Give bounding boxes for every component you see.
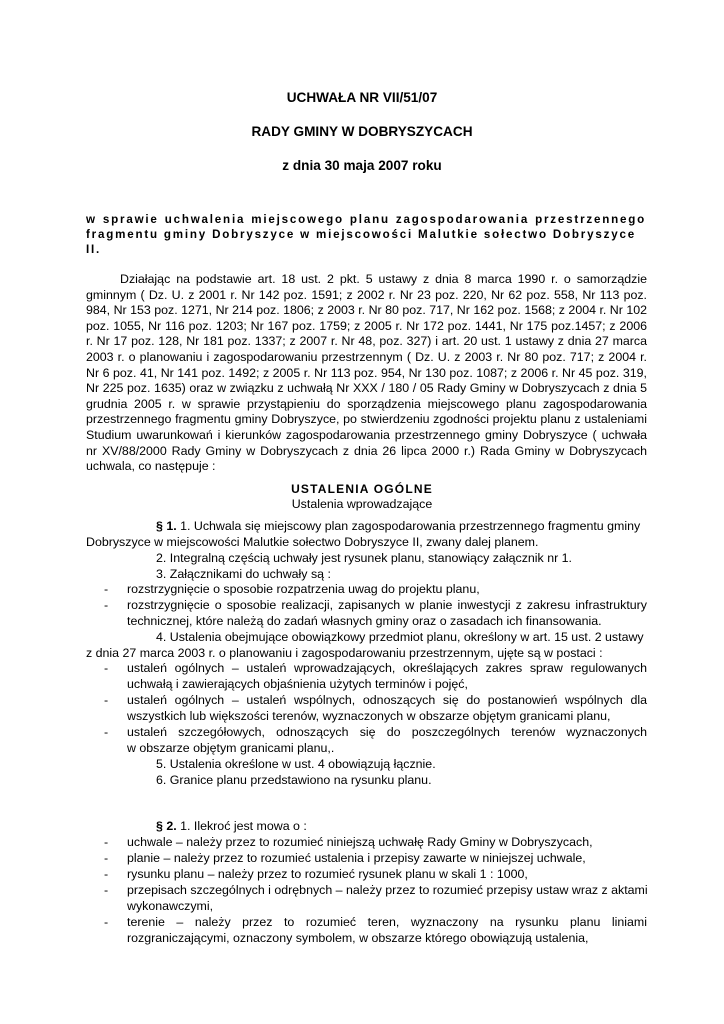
par1-point-3: 3. Załącznikami do uchwały są : bbox=[156, 567, 331, 581]
list-item: ustaleń ogólnych – ustaleń wspólnych, odnoszących się do postanowień wspólnych dla bbox=[127, 693, 647, 707]
list-item-continuation: wszystkich lub większości terenów, wyznaczonych w obszarze objętym granicami planu, bbox=[127, 709, 611, 723]
council-name: RADY GMINY W DOBRYSZYCACH bbox=[251, 124, 473, 139]
preamble-paragraph bbox=[86, 272, 647, 475]
list-item: przepisach szczególnych i odrębnych – należy przez to rozumieć przepisy ustaw wraz z aktami bbox=[127, 883, 648, 897]
resolution-title: UCHWAŁA NR VII/51/07 bbox=[286, 90, 438, 105]
list-item-continuation: w obszarze objętym granicami planu,. bbox=[127, 741, 335, 755]
list-item: rozstrzygnięcie o sposobie rozpatrzenia uwag do projektu planu, bbox=[127, 582, 480, 596]
list-item: uchwale – należy przez to rozumieć niniejszą uchwałę Rady Gminy w Dobryszycach, bbox=[127, 835, 593, 849]
list-item: rysunku planu – należy przez to rozumieć rysunek planu w skali 1 : 1000, bbox=[127, 867, 528, 881]
section-title: USTALENIA OGÓLNE bbox=[291, 482, 433, 496]
subject-line-1: w sprawie uchwalenia miejscowego planu zagospodarowania przestrzennego bbox=[86, 213, 646, 226]
list-item-continuation: uchwałą i zawierających objaśnienia użytych terminów i pojęć, bbox=[127, 677, 468, 691]
list-item-continuation: wykonawczymi, bbox=[127, 899, 214, 913]
list-bullet: - bbox=[104, 835, 109, 849]
list-bullet: - bbox=[104, 867, 109, 881]
par1-point-1-text: 1. Uchwala się miejscowy plan zagospodarowania przestrzennego fragmentu gminy bbox=[176, 519, 641, 533]
par1-point-4-line-2: z dnia 27 marca 2003 r. o planowaniu i zagospodarowaniu przestrzennym, ujęte są w postaci : bbox=[86, 646, 603, 660]
list-item: rozstrzygnięcie o sposobie realizacji, zapisanych w planie inwestycji z zakresu infrastruktury bbox=[127, 598, 647, 612]
resolution-subject bbox=[86, 212, 646, 257]
list-item: ustaleń szczegółowych, odnoszących się do poszczególnych terenów wyznaczonych bbox=[127, 725, 647, 739]
par1-point-4-line-1: 4. Ustalenia obejmujące obowiązkowy przedmiot planu, określony w art. 15 ust. 2 ustawy bbox=[156, 630, 644, 644]
par1-mark: § 1. bbox=[156, 519, 177, 533]
subject-line-2: fragmentu gminy Dobryszyce w miejscowości Malutkie sołectwo Dobryszyce II. bbox=[86, 228, 636, 256]
list-bullet: - bbox=[104, 883, 109, 897]
list-bullet: - bbox=[104, 598, 109, 612]
list-item-continuation: technicznej, które należą do zadań własnych gminy oraz o zasadach ich finansowania. bbox=[127, 614, 602, 628]
par1-point-1-line-1 bbox=[156, 519, 640, 535]
par1-point-2: 2. Integralną częścią uchwały jest rysunek planu, stanowiący załącznik nr 1. bbox=[156, 551, 572, 565]
preamble-text: Działając na podstawie art. 18 ust. 2 pkt. 5 ustawy z dnia 8 marca 1990 r. o samorządzie gminnym ( Dz. U. z 2001 r. Nr 142 poz. 1591; z 2002 r. Nr 23 poz. 220, Nr 62 poz. 558, Nr 113 poz. 984, Nr 153 poz. 1271, Nr 214 poz. 1806; z 2003 r. Nr 80 poz. 717, Nr 162 poz. 1568; z 2004 r. Nr 102 poz. 1055, Nr 116 poz. 1203; Nr 167 poz. 1759; z 2005 r. Nr 172 poz. 1441, Nr 175 poz.1457; z 2006 r. Nr 17 poz. 128, Nr 181 poz. 1337; z 2007 r. Nr 48, poz. 327) i art. 20 ust. 1 ustawy z dnia 27 marca 2003 r. o planowaniu i zagospodarowaniu przestrzennym ( Dz. U. z 2003 r. Nr 80 poz. 717; z 2004 r. Nr 6 poz. 41, Nr 141 poz. 1492; z 2005 r. Nr 113 poz. 954, Nr 130 poz. 1087; z 2006 r. Nr 45 poz. 319, Nr 225 poz. 1635) oraz w związku z uchwałą Nr XXX / 180 / 05 Rady Gminy w Dobryszycach z dnia 5 grudnia 2005 r. w sprawie przystąpieniu do sporządzenia miejscowego planu zagospodarowania przestrzennego fragmentu gminy Dobryszyce, po stwierdzeniu zgodności projektu planu z ustaleniami Studium uwarunkowań i kierunków zagospodarowania przestrzennego gminy Dobryszyce ( uchwała nr XV/88/2000 Rady Gminy w Dobryszycach z dnia 26 lipca 2000 r.) Rada Gminy w Dobryszycach uchwala, co następuje : bbox=[86, 272, 647, 474]
par2-point-1-text: 1. Ilekroć jest mowa o : bbox=[176, 819, 307, 833]
par2-mark: § 2. bbox=[156, 819, 177, 833]
list-bullet: - bbox=[104, 851, 109, 865]
par2-point-1 bbox=[156, 819, 307, 835]
list-bullet: - bbox=[104, 725, 109, 739]
resolution-date: z dnia 30 maja 2007 roku bbox=[282, 158, 442, 173]
par1-point-1-line-2: Dobryszyce w miejscowości Malutkie sołectwo Dobryszyce II, zwany dalej planem. bbox=[86, 535, 539, 549]
par1-point-5: 5. Ustalenia określone w ust. 4 obowiązują łącznie. bbox=[156, 757, 436, 771]
list-item-continuation: rozgraniczającymi, oznaczony symbolem, w obszarze którego obowiązują ustalenia, bbox=[127, 931, 589, 945]
list-item: planie – należy przez to rozumieć ustalenia i przepisy zawarte w niniejszej uchwale, bbox=[127, 851, 586, 865]
list-bullet: - bbox=[104, 915, 109, 929]
par1-point-6: 6. Granice planu przedstawiono na rysunku planu. bbox=[156, 773, 432, 787]
list-bullet: - bbox=[104, 582, 109, 596]
list-item: ustaleń ogólnych – ustaleń wprowadzających, określających zakres spraw regulowanych bbox=[127, 661, 647, 675]
section-subtitle: Ustalenia wprowadzające bbox=[291, 497, 433, 511]
list-bullet: - bbox=[104, 693, 109, 707]
list-item: terenie – należy przez to rozumieć teren, wyznaczony na rysunku planu liniami bbox=[127, 915, 647, 929]
list-bullet: - bbox=[104, 661, 109, 675]
